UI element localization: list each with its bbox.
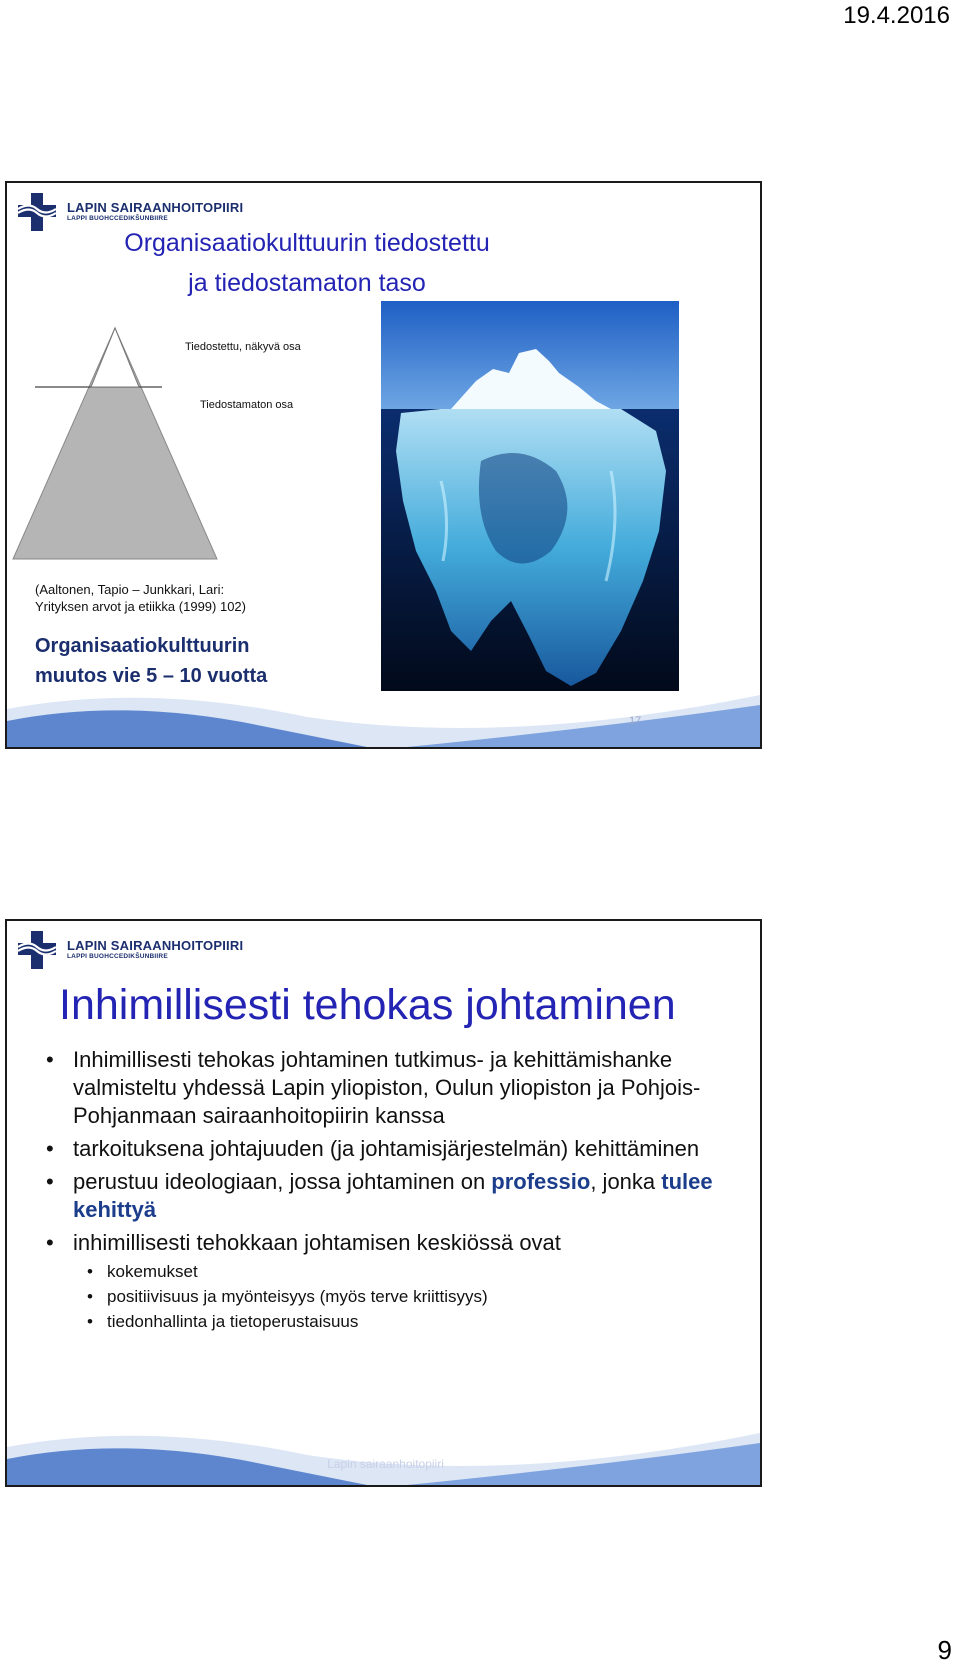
logo-subtitle: LAPPI BUOHCCEDIKŠUNBIIRE [67,953,168,961]
note-line1: Organisaatiokulttuurin [35,635,250,657]
cross-logo-icon [17,930,57,970]
sub-bullet-list [73,1259,741,1334]
iceberg-image [381,301,679,691]
bullet-item [41,1229,741,1334]
note-line2: muutos vie 5 – 10 vuotta [35,665,268,687]
slide-number: 17 [629,715,642,727]
culture-pyramid-diagram [7,323,237,573]
page-date: 19.4.2016 [843,2,950,29]
slide-17 [5,181,762,749]
slide1-title-line2: ja tiedostamaton taso [188,269,426,297]
footer-wave-decoration [7,1425,760,1485]
highlight-must-develop: tulee kehittyä [73,1169,713,1222]
bullet-item: • tarkoituksena johtajuuden (ja johtamisjärjestelmän) kehittäminen [41,1135,741,1163]
bullet3-text-mid: , jonka [590,1169,662,1194]
sub-bullet-item: • kokemukset [73,1259,741,1284]
sub-bullet-item: • positiivisuus ja myönteisyys (myös terve kriittisyys) [73,1284,741,1309]
slide2-title: Inhimillisesti tehokas johtaminen [59,981,676,1029]
pyramid-hidden-label: Tiedostamaton osa [200,399,294,411]
bullet-item: • Inhimillisesti tehokas johtaminen tutkimus- ja kehittämishanke valmisteltu yhdessä Lapin yliopiston, Oulun yliopiston ja Pohjois-Pohjanmaan sairaanhoitopiirin kanssa [41,1046,741,1130]
slide1-title-line1: Organisaatiokulttuurin tiedostettu [124,229,490,257]
pyramid-visible-label: Tiedostettu, näkyvä osa [185,341,301,353]
sub-bullet-item: • tiedonhallinta ja tietoperustaisuus [73,1309,741,1334]
bullet-list [41,1046,741,1339]
logo-name: LAPIN SAIRAANHOITOPIIRI [67,200,244,216]
slide-leadership [5,919,762,1487]
citation [35,581,246,615]
slide1-title [7,223,607,303]
culture-change-note [35,631,267,691]
page-number: 9 [937,1635,952,1665]
hospital-district-logo [17,929,243,971]
highlight-profession: professio [491,1169,591,1194]
logo-name: LAPIN SAIRAANHOITOPIIRI [67,938,244,954]
bullet3-text-start: perustuu ideologiaan, jossa johtaminen on [73,1169,492,1194]
bullet4-text: inhimillisesti tehokkaan johtamisen keskiössä ovat [73,1230,561,1255]
bullet-item [41,1168,741,1224]
citation-line2: Yrityksen arvot ja etiikka (1999) 102) [35,599,246,614]
logo-subtitle: LAPPI BUOHCCEDIKŠUNBIIRE [67,215,168,223]
slide-footer: Lapin sairaanhoitopiiri [327,1457,444,1471]
citation-line1: (Aaltonen, Tapio – Junkkari, Lari: [35,582,225,597]
footer-wave-decoration [7,687,760,747]
